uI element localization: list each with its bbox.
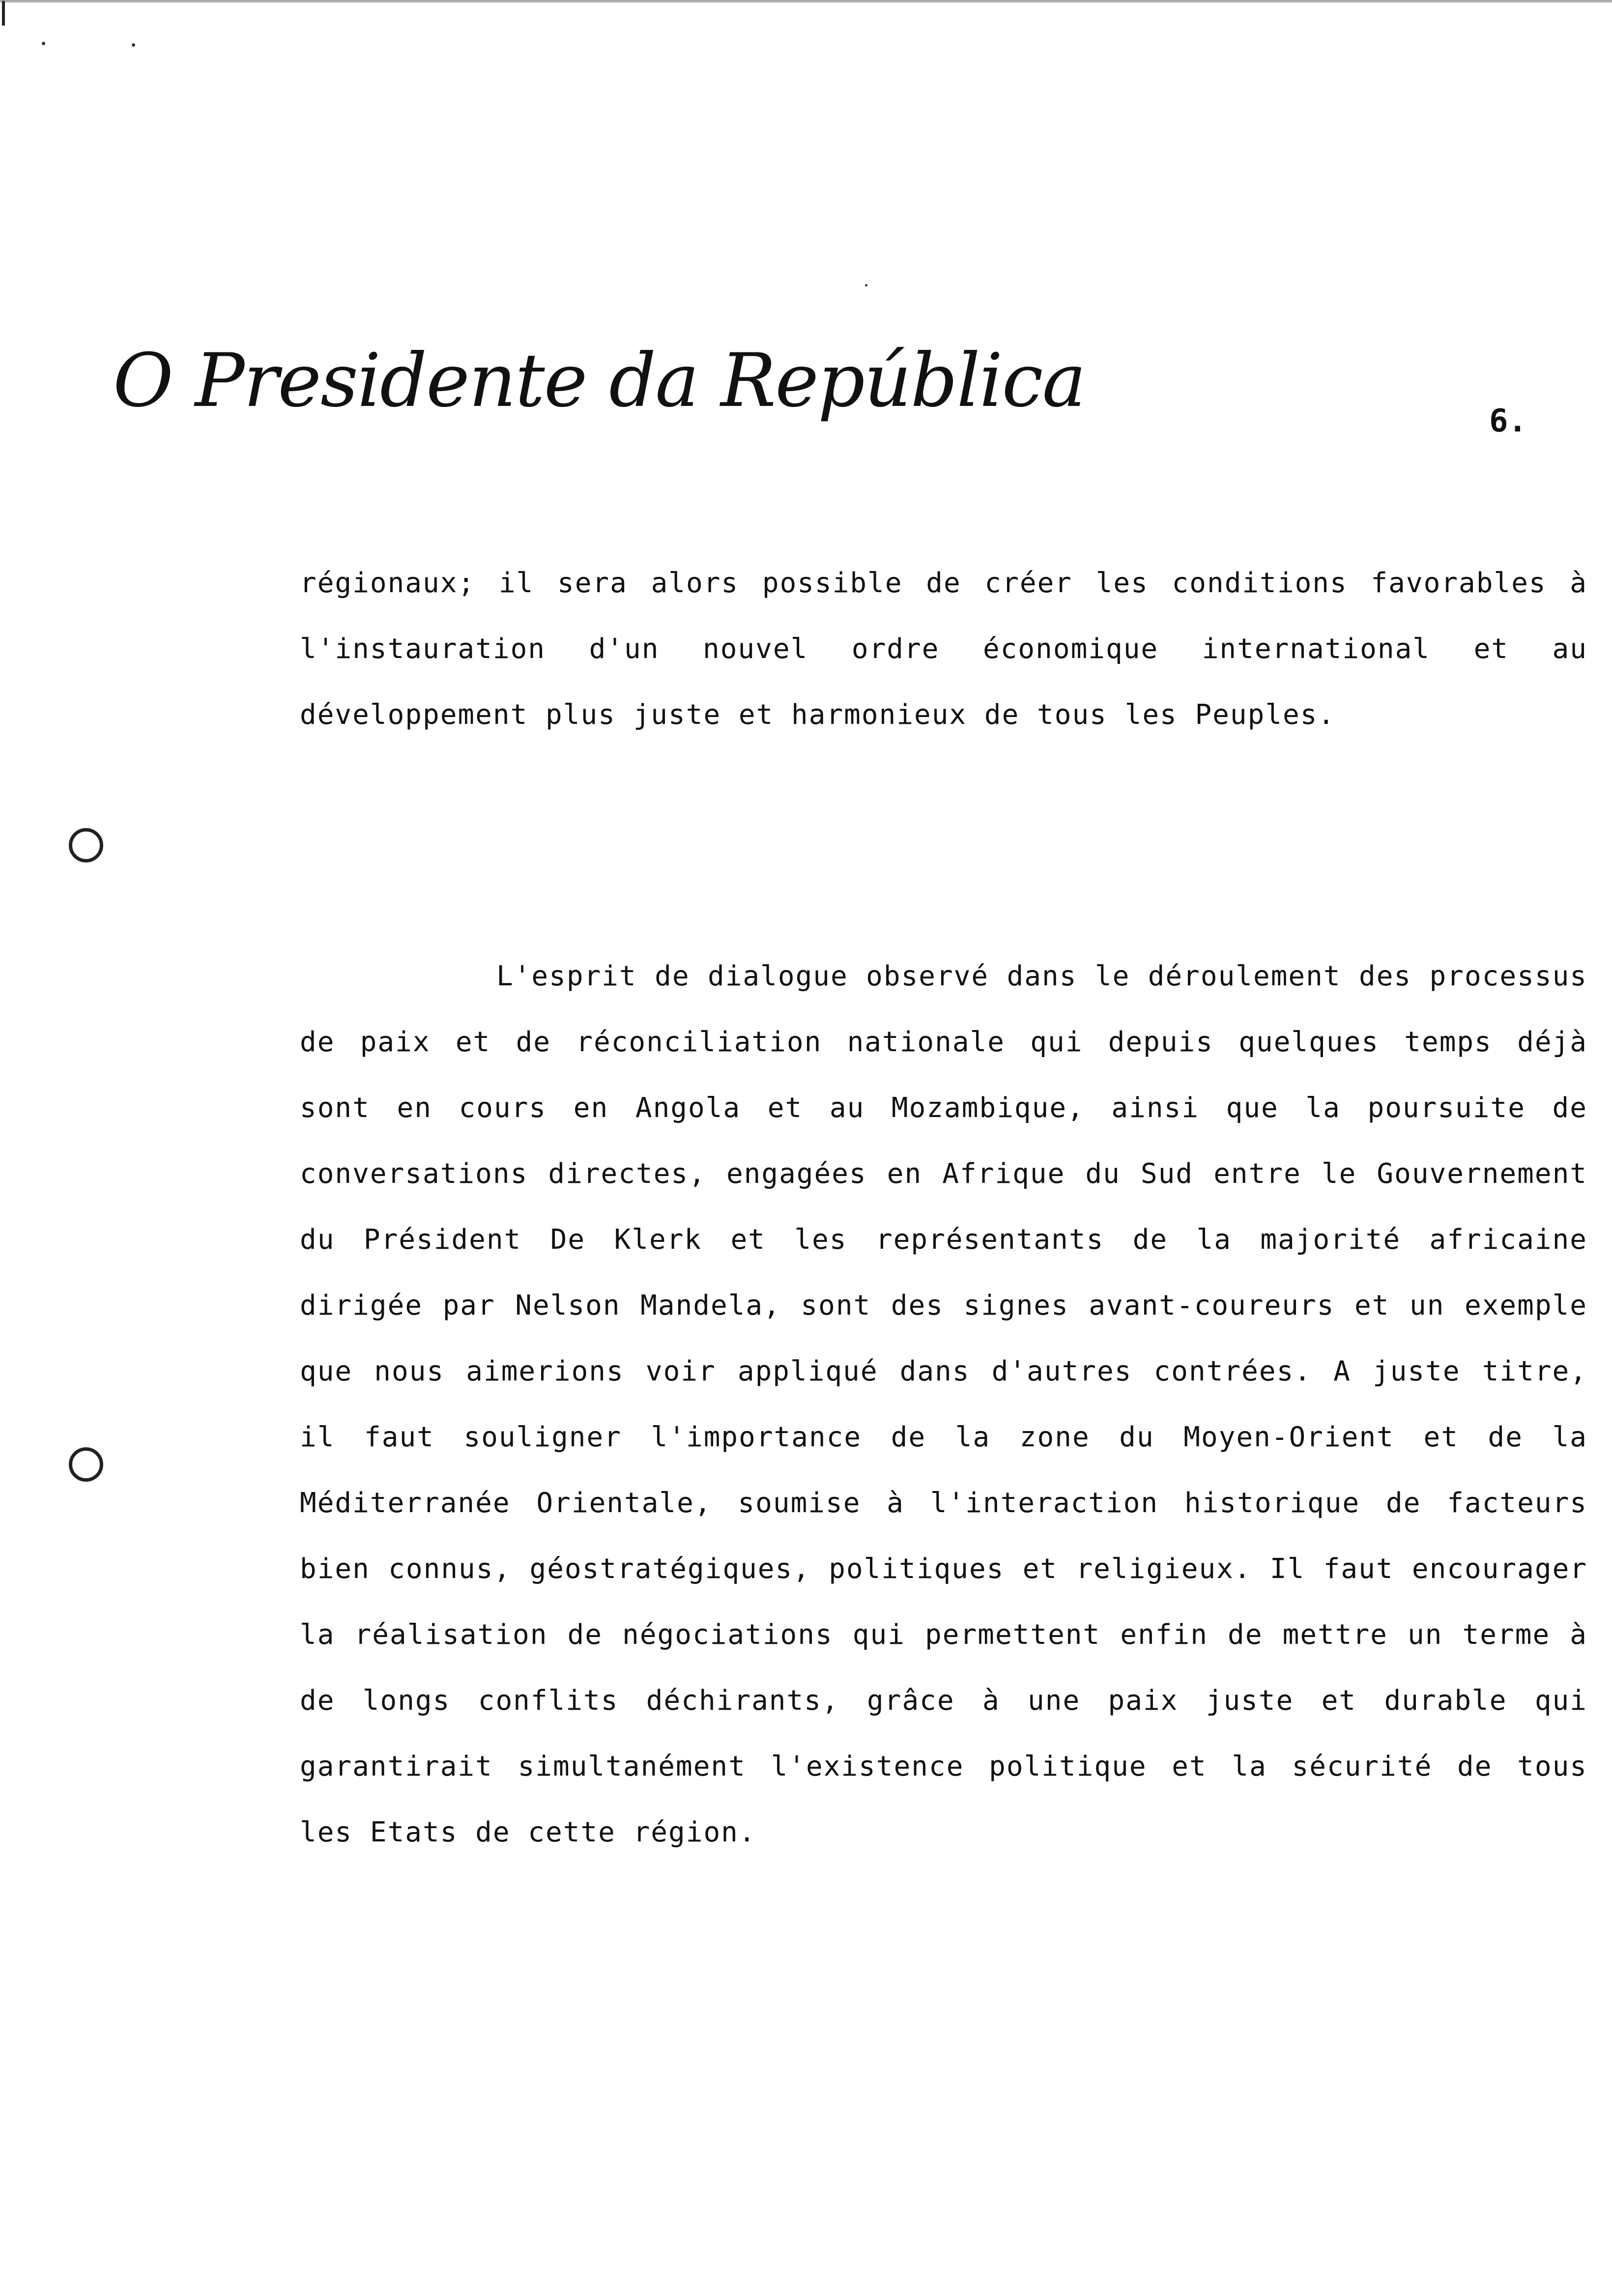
body-paragraph-1: régionaux; il sera alors possible de créer les conditions favorables à l'instauration d'un nouvel ordre économique international et au développement plus juste et harmonieux de tous les Peuples. bbox=[300, 567, 1587, 731]
letterhead-title: O Presidente da República bbox=[113, 338, 1086, 424]
margin-mark bbox=[2, 1, 5, 26]
page-top-edge bbox=[0, 0, 1612, 3]
punch-hole-lower bbox=[69, 1447, 103, 1482]
page-number: 6. bbox=[1489, 403, 1527, 439]
punch-hole-upper bbox=[69, 828, 103, 862]
scan-speck bbox=[132, 43, 135, 47]
body-paragraph-2: L'esprit de dialogue observé dans le déroulement des processus de paix et de réconciliation nationale qui depuis quelques temps déjà sont en cours en Angola et au Mozambique, ainsi que la poursuite de conversations directes, engagées en Afrique du Sud entre le Gouvernement du Président De Klerk et les représentants de la majorité africaine dirigée par Nelson Mandela, sont des signes avant-coureurs et un exemple que nous aimerions voir appliqué dans d'autres contrées. A juste titre, il faut souligner l'importance de la zone du Moyen-Orient et de la Méditerranée Orientale, soumise à l'interaction historique de facteurs bien connus, géostratégiques, politiques et religieux. Il faut encourager la réalisation de négociations qui permettent enfin de mettre un terme à de longs conflits déchirants, grâce à une paix juste et durable qui garantirait simultanément l'existence politique et la sécurité de tous les Etats de cette région. bbox=[300, 960, 1587, 1848]
scan-speck bbox=[42, 42, 45, 45]
scan-speck bbox=[865, 284, 867, 287]
